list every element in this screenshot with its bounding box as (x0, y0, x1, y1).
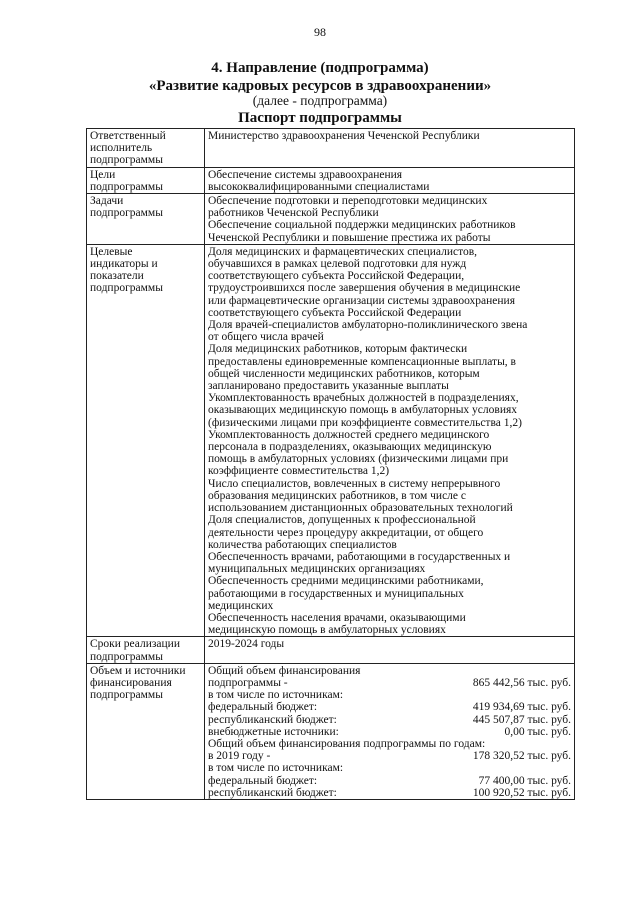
funding-line (208, 762, 571, 774)
label-line: Ответственный (90, 130, 166, 142)
content-line: медицинских (208, 599, 274, 612)
content-line: помощь в амбулаторных условиях (физическими лицами при (208, 453, 509, 466)
content-line: Доля медицинских и фармацевтических специалистов, (208, 245, 478, 258)
label-line: индикаторы и (90, 258, 158, 271)
funding-amount: 865 442,56 тыс. руб. (472, 676, 571, 689)
funding-amount: 100 920,52 тыс. руб. (472, 786, 571, 799)
content-line: обучавшихся в рамках целевой подготовки для нужд (208, 258, 467, 271)
funding-label: Общий объем финансирования подпрограммы по годам: (208, 737, 486, 750)
table-row (87, 129, 575, 168)
funding-label: федеральный бюджет: (208, 701, 318, 714)
content-line: работников Чеченской Республики (208, 207, 379, 220)
content-line: Обеспеченность населения врачами, оказывающими (208, 611, 466, 624)
funding-line (208, 787, 571, 799)
content-line: общей численности медицинских работников, которым (208, 367, 480, 380)
row-label (87, 194, 205, 245)
label-line: Сроки реализации (90, 638, 180, 651)
content-line: Доля медицинских работников, которым фактически (208, 343, 468, 356)
label-line: подпрограммы (90, 689, 163, 702)
content-line: деятельности через процедуру аккредитации, от общего (208, 526, 484, 539)
funding-amount: 419 934,69 тыс. руб. (472, 701, 571, 714)
table-row (87, 167, 575, 193)
content-line: коэффициенте совместительства 1,2) (208, 465, 390, 478)
label-line: исполнитель (90, 142, 153, 155)
content-line: запланировано предоставить указанные выплаты (208, 380, 449, 393)
funding-amount: 445 507,87 тыс. руб. (472, 713, 571, 726)
subprogram-abbreviation-note: (далее - подпрограмма) (252, 93, 388, 108)
row-label (87, 244, 205, 637)
funding-label: республиканский бюджет: (208, 713, 337, 726)
funding-label: в 2019 году - (208, 750, 271, 763)
content-line: Доля специалистов, допущенных к профессиональной (208, 514, 476, 527)
content-line: Обеспечение подготовки и переподготовки медицинских (208, 195, 488, 208)
label-line: финансирования (90, 676, 172, 689)
funding-line (208, 677, 571, 689)
funding-line (208, 750, 571, 762)
funding-line (208, 665, 571, 677)
label-line: подпрограммы (90, 650, 163, 663)
funding-line (208, 726, 571, 738)
funding-amount: 77 400,00 тыс. руб. (478, 774, 571, 787)
row-content (205, 129, 575, 168)
passport-table (86, 128, 575, 800)
content-line: образования медицинских работников, в том числе с (208, 489, 467, 502)
content-line: персонала в подразделениях, оказывающих медицинскую (208, 441, 492, 454)
content-line: оказывающих медицинскую помощь в амбулаторных условиях (208, 404, 518, 417)
content-line: или фармацевтические организации системы здравоохранения (208, 294, 515, 307)
row-label (87, 129, 205, 168)
content-line: использованием дистанционных образовательных технологий (208, 502, 513, 515)
funding-label: федеральный бюджет: (208, 774, 318, 787)
funding-label: в том числе по источникам: (208, 689, 344, 702)
content-line: Обеспеченность врачами, работающими в государственных и (208, 550, 511, 563)
content-line: Доля врачей-специалистов амбулаторно-поликлинического звена (208, 319, 528, 332)
label-line: подпрограммы (90, 282, 163, 295)
row-label (87, 663, 205, 799)
label-line: Задачи (90, 195, 124, 208)
content-line: Обеспечение социальной поддержки медицинских работников (208, 219, 516, 232)
passport-heading: Паспорт подпрограммы (238, 110, 402, 126)
label-line: Целевые (90, 245, 133, 258)
content-line: Министерство здравоохранения Чеченской Республики (208, 130, 480, 142)
label-line: Объем и источники (90, 664, 186, 677)
funding-line (208, 738, 571, 750)
page-number: 98 (314, 25, 326, 39)
row-label (87, 167, 205, 193)
content-line: Обеспеченность средними медицинскими работниками, (208, 575, 484, 588)
content-line: количества работающих специалистов (208, 538, 397, 551)
label-line: подпрограммы (90, 180, 163, 193)
content-line: 2019-2024 годы (208, 638, 285, 651)
row-label (87, 637, 205, 663)
content-line: медицинскую помощь в амбулаторных условиях (208, 624, 446, 637)
funding-amount: 0,00 тыс. руб. (504, 725, 571, 738)
funding-label: подпрограммы - (208, 676, 288, 689)
row-content (205, 244, 575, 637)
content-line: Обеспечение системы здравоохранения (208, 168, 403, 181)
row-content (205, 167, 575, 193)
content-line: муниципальных медицинских организациях (208, 563, 426, 576)
table-row (87, 244, 575, 637)
content-line: соответствующего субъекта Российской Федерации (208, 306, 462, 319)
row-content (205, 637, 575, 663)
content-line: (физическими лицами при коэффициенте совместительства 1,2) (208, 416, 522, 429)
table-row (87, 637, 575, 663)
funding-line (208, 701, 571, 713)
row-content (205, 194, 575, 245)
content-line: соответствующего субъекта Российской Федерации, (208, 270, 465, 283)
content-line: Укомплектованность врачебных должностей в подразделениях, (208, 392, 519, 405)
funding-label: республиканский бюджет: (208, 786, 337, 799)
funding-label: в том числе по источникам: (208, 762, 344, 775)
section-heading: 4. Направление (подпрограмма) (211, 60, 429, 76)
subprogram-title: «Развитие кадровых ресурсов в здравоохранении» (148, 78, 492, 94)
label-line: показатели (90, 270, 144, 283)
content-line: Укомплектованность должностей среднего медицинского (208, 428, 490, 441)
content-line: высококвалифицированными специалистами (208, 180, 430, 193)
funding-line (208, 714, 571, 726)
content-line: трудоустроившихся после завершения обучения в медицинские (208, 282, 521, 295)
funding-line (208, 689, 571, 701)
funding-label: Общий объем финансирования (208, 664, 361, 677)
content-line: Число специалистов, вовлеченных в систему непрерывного (208, 477, 501, 490)
funding-label: внебюджетные источники: (208, 725, 339, 738)
funding-amount: 178 320,52 тыс. руб. (472, 750, 571, 763)
funding-line (208, 775, 571, 787)
content-line: предоставлены единовременные компенсационные выплаты, в (208, 355, 516, 368)
content-line: от общего числа врачей (208, 331, 324, 344)
row-content (205, 663, 575, 799)
content-line: Чеченской Республики и повышение престижа их работы (208, 231, 491, 244)
label-line: подпрограммы (90, 207, 163, 220)
label-line: подпрограммы (90, 154, 163, 167)
table-row (87, 663, 575, 799)
table-row (87, 194, 575, 245)
content-line: работающими в государственных и муниципальных (208, 587, 464, 600)
label-line: Цели (90, 168, 116, 181)
